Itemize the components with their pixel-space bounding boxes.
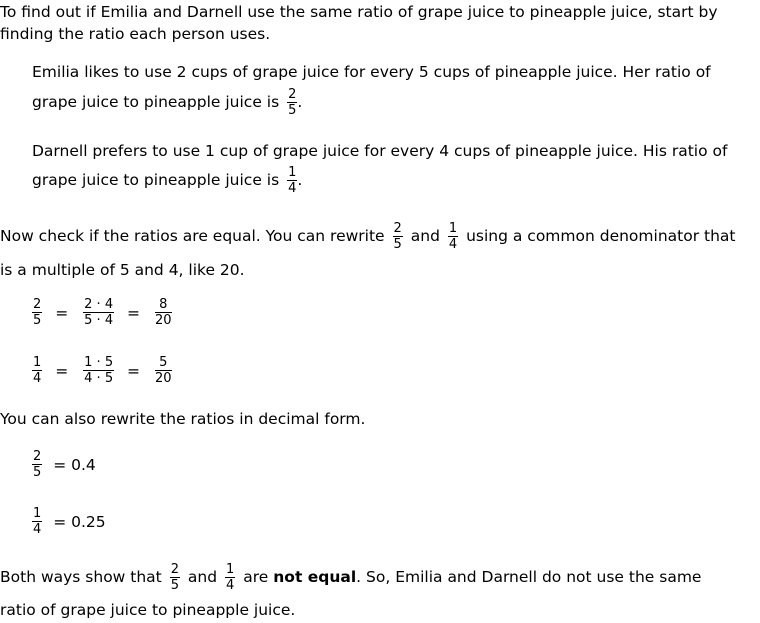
conclusion-text-a: Both ways show that xyxy=(0,567,162,586)
emilia-period: . xyxy=(297,92,303,111)
decimal-row-1 xyxy=(32,450,96,479)
fraction-denominator: 5 xyxy=(33,313,42,328)
equation-row-1 xyxy=(32,298,176,327)
conclusion-and: and xyxy=(187,567,218,586)
eq2-fraction-b xyxy=(83,356,114,385)
decimal-row-2 xyxy=(32,507,106,536)
fraction-denominator: 4 xyxy=(33,522,42,537)
conclusion-line-1 xyxy=(0,563,701,592)
fraction-denominator: 4 xyxy=(226,578,235,593)
darnell-period: . xyxy=(297,170,303,189)
fraction-numerator: 1 xyxy=(288,165,297,180)
equals-sign: = xyxy=(127,361,141,380)
fraction-numerator: 2 xyxy=(288,87,297,102)
fraction-numerator: 1 xyxy=(33,506,42,521)
fraction-denominator: 4 xyxy=(448,237,458,252)
dec1-fraction xyxy=(32,450,42,479)
check-line-2: is a multiple of 5 and 4, like 20. xyxy=(0,261,245,279)
check-and: and xyxy=(410,226,440,245)
conclusion-line-2: ratio of grape juice to pineapple juice. xyxy=(0,601,296,619)
fraction-denominator: 4 xyxy=(33,371,42,386)
emilia-line-1: Emilia likes to use 2 cups of grape juice for every 5 cups of pineapple juice. Her ratio of xyxy=(32,63,711,81)
eq1-fraction-b xyxy=(83,298,114,327)
conclusion-text-c: . So, Emilia and Darnell do not use the same xyxy=(356,567,702,586)
fraction-numerator: 5 xyxy=(155,356,172,371)
fraction-numerator: 1 xyxy=(448,221,458,236)
eq1-fraction-a xyxy=(32,298,42,327)
fraction-numerator: 2 · 4 xyxy=(84,297,114,312)
fraction-numerator: 2 xyxy=(33,449,42,464)
fraction-denominator: 20 xyxy=(154,313,172,328)
darnell-ratio-fraction xyxy=(287,166,297,195)
emilia-line-2 xyxy=(32,88,302,117)
dec2-fraction xyxy=(32,507,42,536)
check-text-a: Now check if the ratios are equal. You can rewrite xyxy=(0,226,385,245)
fraction-numerator: 1 xyxy=(226,562,235,577)
conclusion-fraction-2-5 xyxy=(170,563,180,592)
intro-line-1: To find out if Emilia and Darnell use the same ratio of grape juice to pineapple juice, start by xyxy=(0,3,718,21)
emilia-line-2-text: grape juice to pineapple juice is xyxy=(32,92,280,111)
fraction-numerator: 2 xyxy=(170,562,179,577)
equals-sign: = xyxy=(55,361,69,380)
fraction-numerator: 1 · 5 xyxy=(84,355,114,370)
darnell-line-2 xyxy=(32,166,302,195)
fraction-denominator: 5 · 4 xyxy=(84,313,114,328)
check-fraction-1-4 xyxy=(448,222,458,251)
fraction-numerator: 1 xyxy=(33,355,42,370)
fraction-numerator: 2 xyxy=(33,297,42,312)
equals-sign: = xyxy=(127,303,141,322)
fraction-denominator: 5 xyxy=(170,578,179,593)
eq1-fraction-c xyxy=(155,298,172,327)
check-line-1 xyxy=(0,222,735,251)
conclusion-text-b: are xyxy=(243,567,269,586)
decimal-intro: You can also rewrite the ratios in decimal form. xyxy=(0,410,366,428)
fraction-numerator: 2 xyxy=(393,221,402,236)
conclusion-fraction-1-4 xyxy=(225,563,235,592)
equation-row-2 xyxy=(32,356,176,385)
equals-sign: = xyxy=(55,303,69,322)
check-fraction-2-5 xyxy=(393,222,403,251)
fraction-denominator: 20 xyxy=(154,371,172,386)
eq2-fraction-a xyxy=(32,356,42,385)
dec2-value: = 0.25 xyxy=(53,512,106,531)
conclusion-not-equal: not equal xyxy=(273,567,357,586)
intro-line-2: finding the ratio each person uses. xyxy=(0,25,271,43)
fraction-denominator: 4 · 5 xyxy=(84,371,114,386)
dec1-value: = 0.4 xyxy=(53,455,96,474)
fraction-denominator: 5 xyxy=(288,103,297,118)
eq2-fraction-c xyxy=(155,356,172,385)
darnell-line-1: Darnell prefers to use 1 cup of grape juice for every 4 cups of pineapple juice. His ratio of xyxy=(32,142,728,160)
check-text-b: using a common denominator that xyxy=(466,226,736,245)
fraction-denominator: 5 xyxy=(33,465,42,480)
darnell-line-2-text: grape juice to pineapple juice is xyxy=(32,170,280,189)
fraction-numerator: 8 xyxy=(155,298,172,313)
emilia-ratio-fraction xyxy=(287,88,297,117)
fraction-denominator: 5 xyxy=(393,237,402,252)
fraction-denominator: 4 xyxy=(288,181,297,196)
